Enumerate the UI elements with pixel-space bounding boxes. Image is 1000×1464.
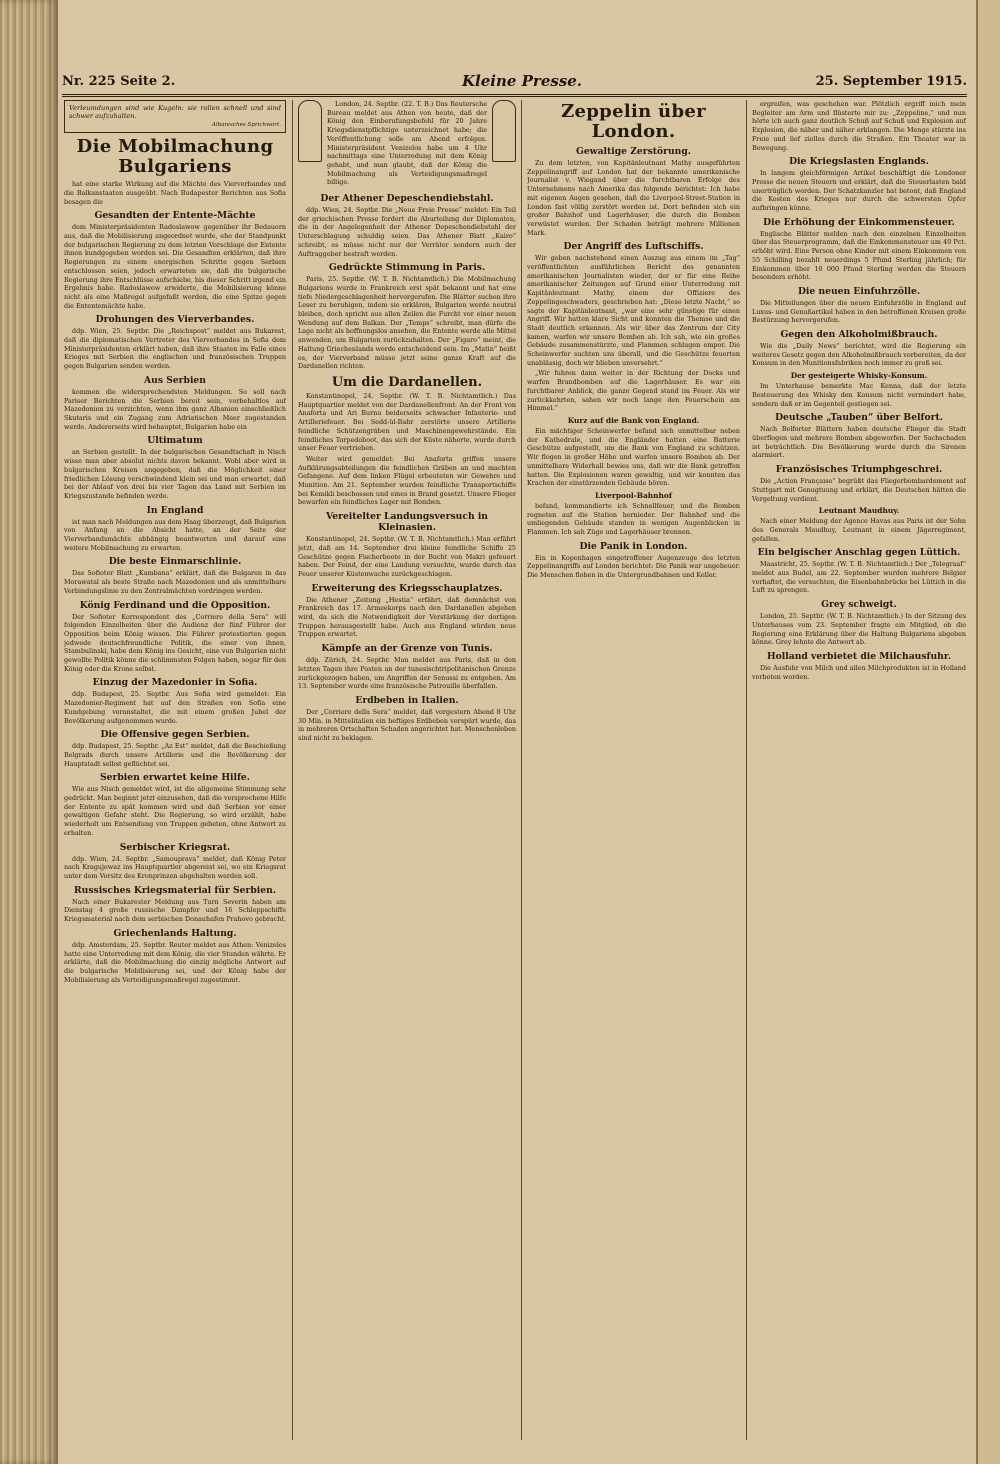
article-text: Wie aus Nisch gemeldet wird, ist die allgemeine Stimmung sehr gedrückt. Man beginnt jetzt einzusehen, daß die versprochene Hilfe der Entente zu spät kommen wird und daß Serbien vor einer gewaltigen Gefahr steht. Die Regierung, so wird erzählt, habe wiederholt um Entsendung von Truppen gebeten, ohne Antwort zu erhalten.: [64, 785, 286, 837]
subheading: Griechenlands Haltung.: [113, 927, 237, 939]
subheading: Holland verbietet die Milchausfuhr.: [766, 650, 952, 662]
subheading: Serbischer Kriegsrat.: [119, 841, 231, 853]
subheading: Erdbeben in Italien.: [355, 694, 459, 706]
article-text: Nach Belforter Blättern haben deutsche Flieger die Stadt überflogen und mehrere Bomben abgeworfen. Der Sachschaden ist beträchtlich. Die Bevölkerung wurde durch die Sirenen alarmiert.: [752, 425, 966, 460]
subheadline: Gewaltige Zerstörung.: [575, 146, 691, 157]
subheading: Die Offensive gegen Serbien.: [100, 729, 250, 741]
subheading-dardanelles: Um die Dardanellen.: [331, 374, 483, 390]
subheading-small: Liverpool-Bahnhof: [594, 490, 673, 500]
column-rule: [521, 100, 522, 1440]
ornament-right: [492, 100, 516, 162]
article-text: Weiter wird gemeldet: Bei Anaforta griffen unsere Aufklärungsabteilungen die feindlichen Gräben an und machten Gefangene. Auf dem linken Flügel erbeuteten wir Gewehre und Munition. Am 21. September wurden feindliche Transportschiffe bei Kemikli beschossen und eines in Brand gesetzt. Unsere Flieger bewarfen ein feindliches Lager mit Bomben.: [298, 454, 516, 507]
article-text: Wir geben nachstehend einen Auszug aus einem im „Tag“ veröffentlichten ausführlichen Bericht des genannten amerikanischen Journalisten wieder, der er für eine Reihe amerikanischer Zeitungen auf Grund einer Unterredung mit Kapitänleutnant Mathy, einem der Offiziere des Zeppelingeschwaders, geschrieben hat: „Diese letzte Nacht,“ so sagte der Kapitänleutnant, „war eine sehr günstige für einen Angriff. Wir hatten klare Sicht und konnten die Themse und die Stadt deutlich erkennen. Als wir über das Zentrum der City kamen, warfen wir unsere Bomben ab. Ich sah, wie ein großes Gebäude zusammenstürzte, und Flammen schlugen empor. Die Scheinwerfer suchten uns überall, und die Geschütze feuerten unablässig, doch wir blieben unversehrt.“: [527, 254, 740, 367]
subheading-small: Kurz auf die Bank von England.: [567, 415, 700, 425]
subheading: Drohungen des Vierverbandes.: [95, 314, 255, 326]
headline-bulgaria: Die Mobilmachung Bulgariens: [76, 136, 274, 178]
subheading: Serbien erwartet keine Hilfe.: [100, 772, 250, 784]
quote-text: Verleumdungen sind wie Kugeln: sie rollen schnell und sind schwer aufzuhalten.: [69, 104, 281, 121]
quote-source: Albanisches Sprichwort.: [211, 121, 281, 128]
masthead: Kleine Presse.: [462, 72, 583, 90]
article-text: ddp. Wien, 24. Septbr. „Samouprava“ meldet, daß König Peter nach Kragujewaz ins Hauptquartier abgereist sei, wo ein Kriegsrat unter dem Vorsitz des Kronprinzen abgehalten werden soll.: [64, 854, 286, 880]
article-text: Zu dem letzten, von Kapitänleutnant Mathy ausgeführten Zeppelinangriff auf London hat der bekannte amerikanische Journalist v. Wiegand über die furchtbaren Erfolge des Unternehmens nach Amerika das folgende berichtet: Ich habe mit eigenen Augen gesehen, daß die Liverpool-Street-Station in London fast völlig zerstört worden ist. Dort befinden sich ein großer Bahnhof und Lagerhäuser, die durch die Bomben verwüstet wurden. Der Schaden beträgt mehrere Millionen Mark.: [527, 159, 740, 237]
article-text: Konstantinopel, 24. Septbr. (W. T. B. Nichtamtlich.) Das Hauptquartier meldet von der Dardanellenfront: An der Front von Anaforta und Ari Burnu beiderseits schwacher Infanterie- und Artilleriefeuer. Bei Sedd-ül-Bahr zerstörte unsere Artillerie feindliche Schützengräben und Maschinengewehrstände. Ein feindliches Torpedoboot, das sich der Küste näherte, wurde durch unser Feuer vertrieben.: [298, 391, 516, 453]
article-text: Die „Action Française“ begrüßt das Fliegerbombardement auf Stuttgart mit Genugtuung und erklärt, die Deutschen hätten die Vergeltung verdient.: [752, 477, 966, 503]
subheading: Aus Serbien: [144, 374, 206, 386]
article-text: dem Ministerpräsidenten Radoslawow gegenüber ihr Bedauern aus, daß die Mobilisierung angeordnet wurde, ehe der Standpunkt der bulgarischen Regierung zu dem letzten Vorschlage der Entente ihnen kundgegeben worden sei. Die Gesandten erklärten, daß ihre Regierungen zu einem energischen Schritte gegen Serbien entschlossen seien, jedoch erwarteten sie, daß die bulgarische Regierung ihre Entschlüsse aufschiebe, bis dieser Schritt irgend ein Ergebnis habe. Radoslawow erwiderte, die Mobilisierung könne nicht als eine Maßregel aufgefaßt werden, die eine Spitze gegen die Ententemächte habe.: [64, 223, 286, 310]
subheading: Der Angriff des Luftschiffs.: [563, 241, 704, 253]
subheading: Deutsche „Tauben“ über Belfort.: [775, 412, 943, 424]
article-text: Die Mitteilungen über die neuen Einfuhrzölle in England auf Luxus- und Genußartikel haben in den betroffenen Kreisen große Bestürzung hervorgerufen.: [752, 298, 966, 325]
ornament-left: [298, 100, 322, 162]
article-text: Englische Blätter melden nach den einzelnen Einzelheiten über das Steuerprogramm, daß die Einkommensteuer um 40 Pct. erhöht wird. Eine Person ohne Kinder mit einem Einkommen von 55 Schilling bezahlt neuerdings 5 Pfund Sterling jährlich; für Einkommen über 10 000 Pfund Sterling werden die Steuern besonders erhöht.: [752, 229, 966, 282]
article-text: ddp. Zürich, 24. Septbr. Man meldet aus Paris, daß in den letzten Tagen ihre Posten an der tunesischtripolitanischen Grenze zurückgezogen haben, um Angriffen der Senussi zu entgehen. Am 13. September wurde eine französische Patrouille überfallen.: [298, 656, 516, 691]
decorative-ornament: [298, 100, 516, 189]
article-text: Maastricht, 25. Septbr. (W. T. B. Nichtamtlich.) Der „Telegraaf“ meldet aus Budel, am 22. September wurden mehrere Belgier verhaftet, die versuchten, die Eisenbahnbrücke bei Lüttich in die Luft zu sprengen.: [752, 560, 966, 595]
subheading: Gedrückte Stimmung in Paris.: [328, 262, 486, 274]
article-text: London, 25. Septbr. (W. T. B. Nichtamtlich.) In der Sitzung des Unterhauses vom 23. September fragte ein Mitglied, ob die Regierung eine Erklärung über die Haltung Bulgariens abgeben könne. Grey lehnte die Antwort ab.: [752, 612, 966, 647]
subheading: Kämpfe an der Grenze von Tunis.: [321, 643, 493, 655]
subheading: Gegen den Alkoholmißbrauch.: [780, 329, 938, 341]
page-header: [62, 72, 967, 97]
headline-zeppelin: Zeppelin über London.: [561, 101, 706, 142]
column-rule: [292, 100, 293, 1440]
subheading-small: Der gesteigerte Whisky-Konsum.: [790, 371, 928, 381]
column-4: [752, 100, 966, 1440]
book-binding: [0, 0, 58, 1464]
adjacent-page-edge: [976, 0, 1000, 1464]
subheading: Ein belgischer Anschlag gegen Lüttich.: [757, 547, 961, 559]
subheading: Ultimatum: [147, 435, 203, 447]
quote-box: [64, 100, 286, 133]
article-text: ergreifen, was geschehen war. Plötzlich ergriff mich mein Begleiter am Arm und flüsterte mir zu: „Zeppeline,“ und nun hörte ich auch ganz deutlich Schuß auf Schuß und Explosion auf Explosion, die näher und näher erklangen. Die Menge stürzte ins Freie und lief ziellos durch die Straßen. Ein Theater war in Bewegung.: [752, 100, 966, 152]
issue-date: 25. September 1915.: [815, 74, 967, 89]
column-1: [64, 100, 286, 1440]
article-text: ddp. Wien, 24. Septbr. Die „Neue Freie Presse“ meldet: Ein Teil der griechischen Presse fordert die Aburteilung der Diplomaten, die in der Angelegenheit der Athener Depeschendiebstahl der Unterschlagung schuldig seien. Das Athener Blatt „Kairo“ schreibt, es müsse nicht nur der Verräter sondern auch der Auftraggeber bestraft werden.: [298, 206, 516, 258]
column-rule: [746, 100, 747, 1440]
page-number: Nr. 225 Seite 2.: [62, 74, 176, 89]
article-text: Ein mächtiger Scheinwerfer befand sich unmittelbar neben der Kathedrale, und die Engländer hatten eine Batterie Geschütze aufgestellt, um die Bank von England zu schützen. Wir flogen in großer Höhe und warfen unsere Bomben ab. Der unmittelbare Widerhall bewies uns, daß wir die Bank getroffen hatten. Die Explosionen waren gewaltig, und wir konnten das Krachen der einstürzenden Gebäude hören.: [527, 426, 740, 488]
subheading: Die Kriegslasten Englands.: [789, 156, 929, 168]
article-text: In langem gleichförmigen Artikel beschäftigt die Londoner Presse die neuen Steuern und erklärt, daß die Steuerlasten bald unerträglich werden. Der Schatzkanzler hat betont, daß England die Kosten des Krieges nur durch die schwersten Opfer aufbringen könne.: [752, 169, 966, 213]
article-text: ddp. Budapest, 25. Septbr. „Az Est“ meldet, daß die Beschießung Belgrads durch unsere Artillerie und die Bevölkerung der Hauptstadt selbst geflüchtet sei.: [64, 742, 286, 768]
article-text: Der Sofioter Korrespondent des „Corriere della Sera“ will folgenden Einzelheiten über die Audienz der fünf Führer der Opposition beim König wissen. Die Führer protestierten gegen jedwede deutschfreundliche Politik, die einer von ihnen, Stambulinski, habe dem König ins Gesicht, eine von Bulgarien nicht gewollte Politik könne die schlimmsten Folgen haben, sogar für den König oder die Krone selbst.: [64, 612, 286, 673]
article-text: London, 24. Septbr. (22. T. B.) Das Reutersche Bureau meldet aus Athen von heute, daß der König den Einberufungsbefehl für 20 Jahre Kriegsdienstpflichtige unterzeichnet habe; die Veröffentlichung solle am Abend erfolgen. Ministerpräsident Venizelos habe um 4 Uhr nachmittags eine Unterredung mit dem König gehabt, und man glaubt, daß der König die Mobilmachung als Verteidigungsmaßregel billige.: [327, 100, 487, 187]
article-text: Nach einer Bukarester Meldung aus Turn Severin haben am Dienstag 4 große russische Dampfer und 16 Schleppschiffe Kriegsmaterial nach dem serbischen Donauhafen Prahovo gebracht.: [64, 897, 286, 924]
article-text: ist man nach Meldungen aus dem Haag überzeugt, daß Bulgarien von Anfang an die Absicht hatte, an der Seite der Vierverbandsmächte abhängig beantworten und darauf eine weitere Mobilmachung zu erwarten.: [64, 517, 286, 552]
subheading: Vereitelter Landungsversuch in Kleinasien.: [325, 511, 488, 534]
subheading: Gesandten der Entente-Mächte: [94, 210, 256, 222]
article-text: hat eine starke Wirkung auf die Mächte des Vierverbandes und die Balkanstaaten ausgeübt. Nach Budapester Berichten aus Sofia besagen die: [64, 180, 286, 206]
article-text: ddp. Budapest, 25. Septbr. Aus Sofia wird gemeldet: Ein Mazedonier-Regiment hat auf den Straßen von Sofia eine Kundgebung veranstaltet, die mit einem großen Jubel der Bevölkerung aufgenommen wurde.: [64, 690, 286, 725]
article-text: kommen die widersprechendsten Meldungen. So soll nach Pariser Berichten die Serbien bereit sein, vorbehaltlos auf Mazedonien zu verzichten, wenn ihm ganz Albanien einschließlich Skutaris und ein Zugang zum Adriatischen Meer zugestanden werde. Andererseits wird behauptet, Bulgarien habe ein: [64, 387, 286, 431]
subheading: Die Panik in London.: [579, 540, 688, 552]
ornament-text-wrap: [327, 100, 487, 189]
article-text: Das Sofioter Blatt „Kambana“ erklärt, daß die Bulgaren in das Morawatal als beste Straße nach Mazedonien und als unmittelbare Verbindungslinie zu den Zentralmächten vordringen werden.: [64, 569, 286, 595]
article-text: Die Ausfuhr von Milch und allen Milchprodukten ist in Holland verboten worden.: [752, 663, 966, 681]
subheading: In England: [146, 504, 204, 516]
article-text: Paris, 25. Septbr. (W. T. B. Nichtamtlich.) Die Mobilmachung Bulgariens wurde in Frankreich erst spät bekannt und hat eine tiefe Niedergeschlagenheit hervorgerufen. Die Blätter suchen ihre Leser zu beruhigen, indem sie erklären, Bulgarien werde neutral bleiben, doch spricht aus allen Zeilen die Furcht vor einer neuen Wendung auf dem Balkan. Der „Temps“ schreibt, man dürfe die Lage nicht als hoffnungslos ansehen, die Entente werde alle Mittel anwenden, um Bulgarien zurückzuhalten. Der „Figaro“ meint, die Haltung Griechenlands werde entscheidend sein. Im „Matin“ heißt es, der Vierverband müsse jetzt seine ganze Kraft auf die Dardanellen richten.: [298, 275, 516, 371]
subheading: Die beste Einmarschlinie.: [108, 556, 242, 568]
subheading: Erweiterung des Kriegsschauplatzes.: [311, 582, 503, 594]
column-2: [298, 100, 516, 1440]
subheading: Einzug der Mazedonier in Sofia.: [92, 677, 258, 689]
subheading-small: Leutnant Maudhuy.: [818, 506, 900, 516]
subheading: König Ferdinand und die Opposition.: [79, 599, 271, 611]
subheading: Russisches Kriegsmaterial für Serbien.: [74, 884, 276, 896]
subheading: Grey schweigt.: [821, 599, 897, 611]
subheading: Die Erhöhung der Einkommensteuer.: [763, 216, 955, 228]
article-text: Konstantinopel, 24. Septbr. (W. T. B. Nichtamtlich.) Man erfährt jetzt, daß am 14. September drei kleine feindliche Schiffe 25 Geschütze gegen Fischerboote in der Bucht von Makri gefeuert haben. Der Feind, der eine Landung versuchte, wurde durch das Feuer unserer Küstenwache zurückgeschlagen.: [298, 535, 516, 578]
subheading: Der Athener Depeschendiebstahl.: [320, 193, 494, 205]
article-text: ddp. Amsterdam, 25. Septbr. Reuter meldet aus Athen: Venizelos hatte eine Unterredung mit dem König, die vier Stunden währte. Er erklärte, daß die Mobilmachung die einzig mögliche Antwort auf die bulgarische Mobilisierung sei, und der König habe der Mobilisierung als Verteidigungsmaßregel zugestimmt.: [64, 940, 286, 984]
article-text: „Wir fuhren dann weiter in der Richtung der Docks und warfen Brandbomben auf die Lagerhäuser. Es war ein furchtbarer Anblick, die ganze Gegend stand im Feuer. Als wir zurückkehrten, sahen wir noch lange den Feuerschein am Himmel.“: [527, 369, 740, 413]
article-text: Ein in Kopenhagen eingetroffener Augenzeuge des letzten Zeppelinangriffs auf London berichtet: Die Panik war ungeheuer. Die Menschen flohen in die Untergrundbahnen und Keller.: [527, 553, 740, 580]
article-text: Die Athener „Zeitung „Hestia“ erfährt, daß demnächst von Frankreich das 17. Armeekorps nach den Dardanellen abgehen wird, da sich die Notwendigkeit der Verstärkung der dortigen Truppen herausgestellt habe. Auch aus England würden neue Truppen erwartet.: [298, 595, 516, 639]
article-text: an Serbien gestellt. In der bulgarischen Gesandtschaft in Nisch wisse man aber absolut nichts davon bekannt. Wohl aber wird in bulgarischen Kreisen angegeben, daß die Möglichkeit einer friedlichen Lösung verschwindend klein sei und man erwartet, daß bei der Ablauf von drei bis vier Tagen das Land mit Serbien im Kriegszustande befinden werde.: [64, 448, 286, 500]
article-text: Nach einer Meldung der Agence Havas aus Paris ist der Sohn des Generals Maudhuy, Leutnant in einem Jägerregiment, gefallen.: [752, 517, 966, 543]
subheading: Die neuen Einfuhrzölle.: [797, 285, 921, 297]
article-text: Im Unterhause bemerkte Mac Kenna, daß der letzte Besteuerung des Whisky den Konsum nicht vermindert habe, sondern daß er im Gegenteil gestiegen sei.: [752, 382, 966, 408]
article-text: ddp. Wien, 25. Septbr. Die „Reichspost“ meldet aus Bukarest, daß die diplomatischen Vertreter des Vierverbandes in Sofia dem Ministerpräsidenten erklärt haben, daß ihre Staaten im Falle eines Krieges mit Serbien die englischen und französischen Truppen gegen Bulgarien senden werden.: [64, 327, 286, 371]
article-text: Wie die „Daily News“ berichtet, wird die Regierung ein weiteres Gesetz gegen den Alkoholmißbrauch vorbereiten, da der Konsum in den Munitionsfabriken noch immer zu groß sei.: [752, 342, 966, 368]
article-text: Der „Corriere della Sera“ meldet, daß vorgestern Abend 8 Uhr 30 Min. in Mittelitalien ein heftiges Erdbeben verspürt wurde, das in mehreren Ortschaften Schaden angerichtet hat. Menschenleben sind nicht zu beklagen.: [298, 707, 516, 743]
article-text: befand, kommandierte ich Schnellfeuer, und die Bomben regneten auf die Station hernieder. Der Bahnhof und die umliegenden Gebäude standen in wenigen Augenblicken in Flammen. Ich sah Züge und Lagerhäuser brennen.: [527, 501, 740, 537]
subheading: Französisches Triumphgeschrei.: [775, 464, 943, 476]
column-3: [527, 100, 740, 1440]
